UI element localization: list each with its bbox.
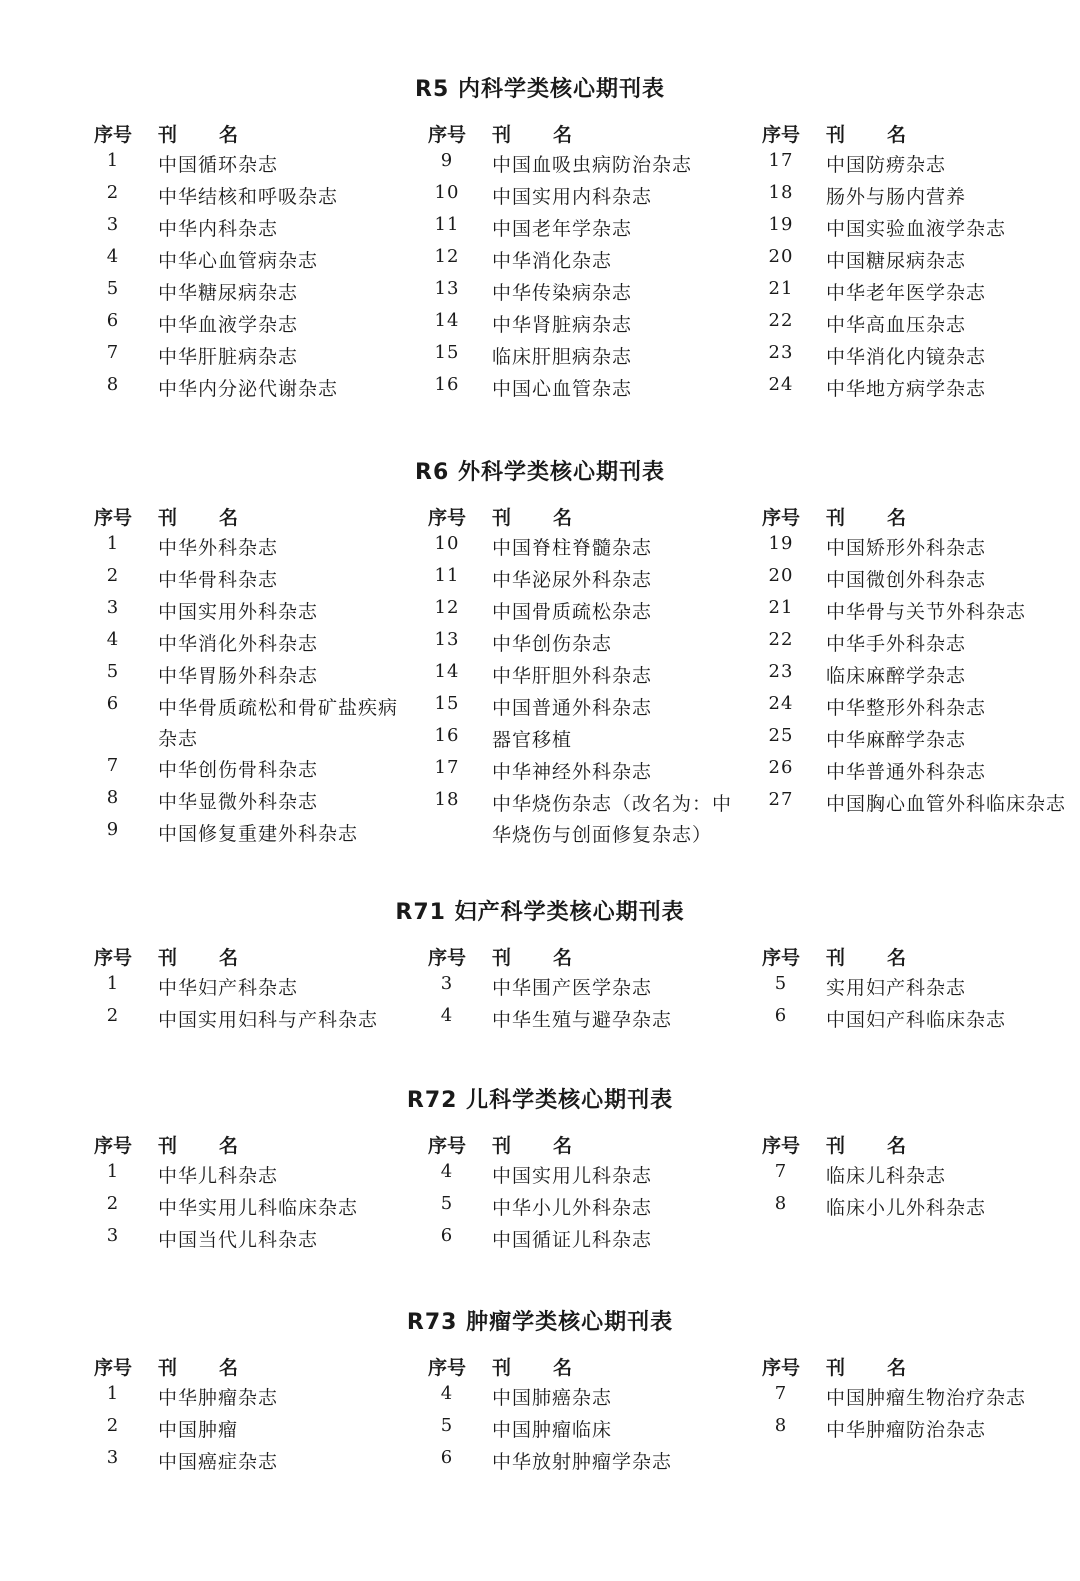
- row-number: 16: [434, 725, 460, 746]
- row-number: 8: [106, 787, 120, 808]
- row-number: 23: [768, 342, 794, 363]
- row-number: 2: [106, 1005, 120, 1026]
- row-number: 14: [434, 310, 460, 331]
- table-row: [758, 973, 1080, 1005]
- section-title: R6 外科学类核心期刊表: [415, 460, 665, 485]
- table-row: [90, 342, 420, 374]
- header-number: 序号: [93, 124, 132, 146]
- header-number: 序号: [761, 507, 800, 529]
- row-number: 17: [768, 150, 794, 171]
- table-column: [424, 943, 754, 1037]
- section-title: R5 内科学类核心期刊表: [415, 77, 665, 102]
- journal-name: 中国糖尿病杂志: [826, 250, 967, 272]
- section-title: R73 肿瘤学类核心期刊表: [406, 1310, 674, 1335]
- row-number: 6: [106, 693, 120, 714]
- header-name: 刊名: [826, 947, 949, 969]
- journal-name: 中华消化内镜杂志: [826, 346, 987, 368]
- journal-name: 中华实用儿科临床杂志: [158, 1197, 359, 1219]
- row-number: 5: [440, 1193, 454, 1214]
- journal-name: 实用妇产科杂志: [826, 977, 967, 999]
- table-row: [758, 1415, 1080, 1447]
- row-number: 5: [106, 278, 120, 299]
- table-row: [424, 725, 754, 757]
- journal-name: 临床小儿外科杂志: [826, 1197, 987, 1219]
- row-number: 4: [106, 629, 120, 650]
- table-row: [90, 1415, 420, 1447]
- journal-name: 中华糖尿病杂志: [158, 282, 299, 304]
- journal-name: 中华骨科杂志: [158, 569, 279, 591]
- journal-name: 中华地方病学杂志: [826, 378, 987, 400]
- table-row: [758, 789, 1080, 821]
- journal-name: 中国微创外科杂志: [826, 569, 987, 591]
- row-number: 11: [434, 565, 460, 586]
- row-number: 1: [106, 150, 120, 171]
- table-row: [90, 246, 420, 278]
- table-column: [424, 503, 754, 851]
- row-number: 20: [768, 565, 794, 586]
- row-number: 7: [106, 342, 120, 363]
- header-name: 刊名: [158, 124, 281, 146]
- header-name: 刊名: [826, 1357, 949, 1379]
- table-row: [758, 246, 1080, 278]
- journal-name: 中华传染病杂志: [492, 282, 633, 304]
- journal-name: 临床麻醉学杂志: [826, 665, 967, 687]
- header-number: 序号: [761, 124, 800, 146]
- table-row: [90, 565, 420, 597]
- table-row: [90, 1225, 420, 1257]
- row-number: 3: [106, 214, 120, 235]
- journal-name: 中国胸心血管外科临床杂志: [826, 793, 1067, 815]
- journal-name: 中华小儿外科杂志: [492, 1197, 653, 1219]
- journal-name: 中国肿瘤生物治疗杂志: [826, 1387, 1027, 1409]
- row-number: 18: [768, 182, 794, 203]
- journal-name: 中华骨与关节外科杂志: [826, 601, 1027, 623]
- journal-name: 中华整形外科杂志: [826, 697, 987, 719]
- journal-name: 中华创伤骨科杂志: [158, 759, 319, 781]
- journal-name: 中国妇产科临床杂志: [826, 1009, 1007, 1031]
- journal-name: 中华外科杂志: [158, 537, 279, 559]
- journal-name: 中国矫形外科杂志: [826, 537, 987, 559]
- row-number: 14: [434, 661, 460, 682]
- column-header: [758, 503, 1080, 533]
- header-number: 序号: [93, 507, 132, 529]
- section-title: R71 妇产科学类核心期刊表: [395, 900, 685, 925]
- column-header: [758, 1353, 1080, 1383]
- row-number: 21: [768, 278, 794, 299]
- journal-name: 中国肿瘤: [158, 1419, 239, 1441]
- table-row: [424, 597, 754, 629]
- row-number: 6: [440, 1225, 454, 1246]
- column-header: [424, 120, 754, 150]
- journal-name: 中华儿科杂志: [158, 1165, 279, 1187]
- journal-name: 中国当代儿科杂志: [158, 1229, 319, 1251]
- row-number: 9: [106, 819, 120, 840]
- header-number: 序号: [761, 1135, 800, 1157]
- journal-name: 中华肝脏病杂志: [158, 346, 299, 368]
- table-row: [90, 1193, 420, 1225]
- table-column: [758, 1353, 1080, 1447]
- table-row: [758, 693, 1080, 725]
- row-number: 4: [106, 246, 120, 267]
- row-number: 15: [434, 693, 460, 714]
- row-number: 4: [440, 1005, 454, 1026]
- header-name: 刊名: [492, 947, 615, 969]
- header-number: 序号: [761, 947, 800, 969]
- journal-name: 中华内分泌代谢杂志: [158, 378, 339, 400]
- journal-name: 中国实验血液学杂志: [826, 218, 1007, 240]
- journal-name: 中华肿瘤杂志: [158, 1387, 279, 1409]
- header-name: 刊名: [492, 124, 615, 146]
- table-row: [90, 278, 420, 310]
- journal-name: 中华结核和呼吸杂志: [158, 186, 339, 208]
- table-row: [424, 150, 754, 182]
- row-number: 3: [440, 973, 454, 994]
- table-row: [758, 214, 1080, 246]
- journal-name: 中华高血压杂志: [826, 314, 967, 336]
- row-number: 2: [106, 1415, 120, 1436]
- row-number: 8: [106, 374, 120, 395]
- table-row: [758, 1005, 1080, 1037]
- row-number: 9: [440, 150, 454, 171]
- table-row: [424, 1447, 754, 1479]
- row-number: 27: [768, 789, 794, 810]
- row-number: 21: [768, 597, 794, 618]
- row-number: 12: [434, 597, 460, 618]
- row-number: 19: [768, 214, 794, 235]
- row-number: 6: [440, 1447, 454, 1468]
- journal-name: 中国实用内科杂志: [492, 186, 653, 208]
- journal-name: 中华烧伤杂志（改名为：中华烧伤与创面修复杂志）: [492, 793, 733, 846]
- journal-name: 中华老年医学杂志: [826, 282, 987, 304]
- table-row: [90, 374, 420, 406]
- journal-name: 中华放射肿瘤学杂志: [492, 1451, 673, 1473]
- column-header: [90, 943, 420, 973]
- row-number: 20: [768, 246, 794, 267]
- table-row: [758, 565, 1080, 597]
- column-header: [90, 1353, 420, 1383]
- journal-name: 中华神经外科杂志: [492, 761, 653, 783]
- table-row: [758, 150, 1080, 182]
- journal-name: 中国实用妇科与产科杂志: [158, 1009, 379, 1031]
- journal-name: 中华消化杂志: [492, 250, 613, 272]
- table-row: [424, 310, 754, 342]
- table-row: [90, 597, 420, 629]
- journal-name: 中华麻醉学杂志: [826, 729, 967, 751]
- table-row: [758, 597, 1080, 629]
- journal-name: 中国脊柱脊髓杂志: [492, 537, 653, 559]
- table-row: [758, 342, 1080, 374]
- table-row: [90, 693, 420, 755]
- journal-name: 肠外与肠内营养: [826, 186, 967, 208]
- table-row: [90, 1161, 420, 1193]
- journal-name: 中华消化外科杂志: [158, 633, 319, 655]
- table-row: [424, 374, 754, 406]
- table-column: [424, 1131, 754, 1257]
- row-number: 1: [106, 973, 120, 994]
- header-name: 刊名: [158, 1135, 281, 1157]
- table-row: [90, 755, 420, 787]
- row-number: 24: [768, 374, 794, 395]
- journal-name: 中国癌症杂志: [158, 1451, 279, 1473]
- row-number: 4: [440, 1383, 454, 1404]
- table-row: [424, 1225, 754, 1257]
- table-row: [90, 787, 420, 819]
- row-number: 4: [440, 1161, 454, 1182]
- column-header: [90, 1131, 420, 1161]
- row-number: 13: [434, 629, 460, 650]
- table-row: [424, 1005, 754, 1037]
- journal-name: 中华妇产科杂志: [158, 977, 299, 999]
- header-number: 序号: [93, 1357, 132, 1379]
- row-number: 7: [774, 1383, 788, 1404]
- journal-name: 中国修复重建外科杂志: [158, 823, 359, 845]
- row-number: 5: [440, 1415, 454, 1436]
- row-number: 10: [434, 182, 460, 203]
- table-row: [758, 1383, 1080, 1415]
- journal-name: 中国肿瘤临床: [492, 1419, 613, 1441]
- journal-name: 中华泌尿外科杂志: [492, 569, 653, 591]
- journal-name: 中华肝胆外科杂志: [492, 665, 653, 687]
- journal-name: 中华胃肠外科杂志: [158, 665, 319, 687]
- column-header: [424, 503, 754, 533]
- table-column: [90, 1131, 420, 1257]
- table-row: [424, 342, 754, 374]
- row-number: 3: [106, 1225, 120, 1246]
- journal-name: 中华手外科杂志: [826, 633, 967, 655]
- table-row: [90, 1383, 420, 1415]
- row-number: 10: [434, 533, 460, 554]
- header-name: 刊名: [826, 507, 949, 529]
- table-row: [424, 757, 754, 789]
- table-row: [90, 819, 420, 851]
- row-number: 12: [434, 246, 460, 267]
- header-number: 序号: [427, 124, 466, 146]
- table-row: [758, 1161, 1080, 1193]
- table-row: [424, 278, 754, 310]
- journal-name: 器官移植: [492, 729, 573, 751]
- row-number: 7: [106, 755, 120, 776]
- row-number: 1: [106, 533, 120, 554]
- row-number: 8: [774, 1193, 788, 1214]
- column-header: [424, 1353, 754, 1383]
- column-header: [758, 943, 1080, 973]
- table-row: [758, 757, 1080, 789]
- header-name: 刊名: [492, 1135, 615, 1157]
- table-row: [758, 629, 1080, 661]
- table-column: [424, 120, 754, 406]
- header-name: 刊名: [826, 1135, 949, 1157]
- table-row: [424, 1161, 754, 1193]
- journal-name: 临床肝胆病杂志: [492, 346, 633, 368]
- header-number: 序号: [427, 947, 466, 969]
- table-column: [758, 1131, 1080, 1225]
- table-row: [90, 661, 420, 693]
- row-number: 2: [106, 1193, 120, 1214]
- table-row: [90, 182, 420, 214]
- table-column: [90, 120, 420, 406]
- journal-name: 中华创伤杂志: [492, 633, 613, 655]
- table-row: [758, 1193, 1080, 1225]
- table-row: [424, 1193, 754, 1225]
- row-number: 2: [106, 565, 120, 586]
- table-row: [90, 1447, 420, 1479]
- journal-name: 中国血吸虫病防治杂志: [492, 154, 693, 176]
- header-number: 序号: [93, 947, 132, 969]
- header-name: 刊名: [158, 1357, 281, 1379]
- row-number: 2: [106, 182, 120, 203]
- column-header: [758, 1131, 1080, 1161]
- table-row: [758, 374, 1080, 406]
- row-number: 3: [106, 597, 120, 618]
- header-number: 序号: [427, 1357, 466, 1379]
- table-column: [758, 120, 1080, 406]
- header-name: 刊名: [492, 1357, 615, 1379]
- row-number: 5: [106, 661, 120, 682]
- journal-name: 中国老年学杂志: [492, 218, 633, 240]
- column-header: [424, 943, 754, 973]
- journal-name: 中华肿瘤防治杂志: [826, 1419, 987, 1441]
- table-row: [424, 565, 754, 597]
- table-column: [90, 943, 420, 1037]
- journal-name: 中华内科杂志: [158, 218, 279, 240]
- table-row: [758, 182, 1080, 214]
- table-row: [424, 214, 754, 246]
- journal-name: 中华普通外科杂志: [826, 761, 987, 783]
- table-row: [758, 661, 1080, 693]
- table-row: [90, 629, 420, 661]
- table-row: [424, 693, 754, 725]
- journal-name: 中国肺癌杂志: [492, 1387, 613, 1409]
- table-row: [758, 533, 1080, 565]
- row-number: 24: [768, 693, 794, 714]
- row-number: 22: [768, 629, 794, 650]
- table-row: [90, 973, 420, 1005]
- table-row: [758, 278, 1080, 310]
- row-number: 8: [774, 1415, 788, 1436]
- journal-name: 中华血液学杂志: [158, 314, 299, 336]
- table-row: [424, 533, 754, 565]
- table-row: [90, 1005, 420, 1037]
- table-row: [758, 310, 1080, 342]
- row-number: 25: [768, 725, 794, 746]
- header-number: 序号: [427, 507, 466, 529]
- column-header: [758, 120, 1080, 150]
- journal-name: 中国循环杂志: [158, 154, 279, 176]
- table-row: [424, 182, 754, 214]
- journal-name: 中华显微外科杂志: [158, 791, 319, 813]
- row-number: 7: [774, 1161, 788, 1182]
- journal-name: 临床儿科杂志: [826, 1165, 947, 1187]
- column-header: [424, 1131, 754, 1161]
- row-number: 22: [768, 310, 794, 331]
- journal-name: 中国心血管杂志: [492, 378, 633, 400]
- table-row: [424, 246, 754, 278]
- table-column: [90, 1353, 420, 1479]
- journal-name: 中华心血管病杂志: [158, 250, 319, 272]
- table-row: [424, 661, 754, 693]
- row-number: 15: [434, 342, 460, 363]
- row-number: 13: [434, 278, 460, 299]
- table-row: [424, 973, 754, 1005]
- row-number: 1: [106, 1161, 120, 1182]
- header-number: 序号: [93, 1135, 132, 1157]
- section-title: R72 儿科学类核心期刊表: [406, 1088, 674, 1113]
- row-number: 5: [774, 973, 788, 994]
- journal-name: 中国循证儿科杂志: [492, 1229, 653, 1251]
- table-row: [90, 533, 420, 565]
- journal-name: 中华肾脏病杂志: [492, 314, 633, 336]
- table-row: [424, 1383, 754, 1415]
- journal-name: 中国普通外科杂志: [492, 697, 653, 719]
- header-name: 刊名: [826, 124, 949, 146]
- header-number: 序号: [427, 1135, 466, 1157]
- table-row: [424, 1415, 754, 1447]
- table-row: [424, 629, 754, 661]
- header-name: 刊名: [158, 507, 281, 529]
- row-number: 11: [434, 214, 460, 235]
- table-row: [758, 725, 1080, 757]
- table-row: [90, 214, 420, 246]
- header-name: 刊名: [492, 507, 615, 529]
- journal-name: 中国防痨杂志: [826, 154, 947, 176]
- journal-name: 中华围产医学杂志: [492, 977, 653, 999]
- journal-name: 中华生殖与避孕杂志: [492, 1009, 673, 1031]
- column-header: [90, 120, 420, 150]
- journal-name: 中国实用儿科杂志: [492, 1165, 653, 1187]
- table-column: [758, 503, 1080, 821]
- table-column: [424, 1353, 754, 1479]
- row-number: 1: [106, 1383, 120, 1404]
- header-number: 序号: [761, 1357, 800, 1379]
- table-row: [424, 789, 754, 851]
- table-column: [90, 503, 420, 851]
- row-number: 18: [434, 789, 460, 810]
- row-number: 3: [106, 1447, 120, 1468]
- row-number: 6: [774, 1005, 788, 1026]
- row-number: 26: [768, 757, 794, 778]
- table-row: [90, 310, 420, 342]
- row-number: 16: [434, 374, 460, 395]
- journal-name: 中国实用外科杂志: [158, 601, 319, 623]
- column-header: [90, 503, 420, 533]
- journal-name: 中华骨质疏松和骨矿盐疾病杂志: [158, 697, 399, 750]
- table-column: [758, 943, 1080, 1037]
- row-number: 23: [768, 661, 794, 682]
- row-number: 17: [434, 757, 460, 778]
- journal-name: 中国骨质疏松杂志: [492, 601, 653, 623]
- row-number: 19: [768, 533, 794, 554]
- row-number: 6: [106, 310, 120, 331]
- header-name: 刊名: [158, 947, 281, 969]
- table-row: [90, 150, 420, 182]
